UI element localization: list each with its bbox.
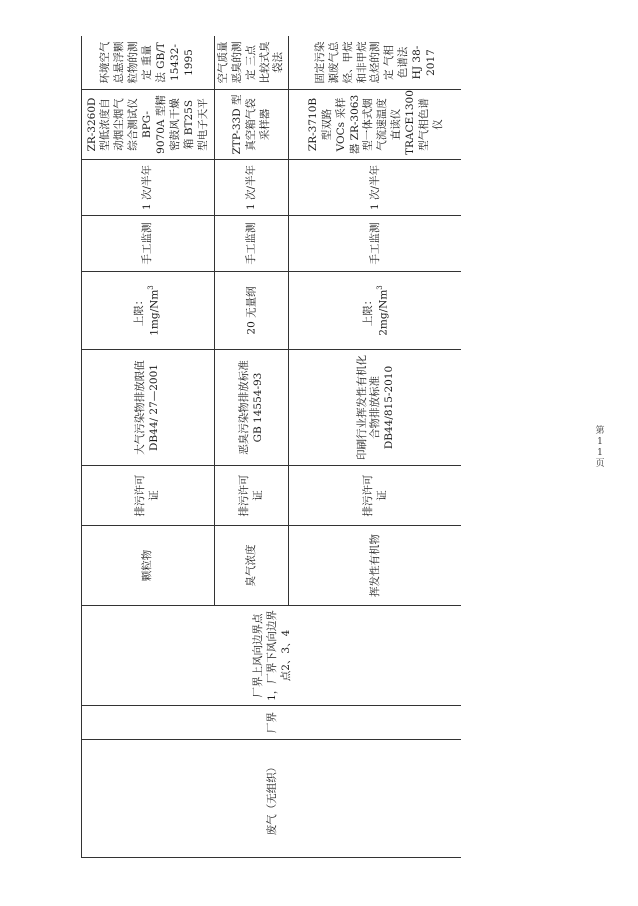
instruments-cell: ZR-3710B 型双路 VOCs 采样器 ZR-3063 型一体式烟气流速温度直读仪 TRACE1300 型气相色谱仪 bbox=[289, 90, 461, 160]
method-cell: 手工监测 bbox=[289, 216, 461, 272]
method-cell: 手工监测 bbox=[215, 216, 289, 272]
item-cell: 颗粒物 bbox=[82, 526, 215, 606]
limit-value: 2mg/Nm bbox=[377, 289, 390, 336]
standard-cell: 大气污染物排放限值 DB44/ 27—2001 bbox=[82, 350, 215, 466]
limit-superscript: 3 bbox=[375, 285, 384, 290]
basis-cell: 排污许可证 bbox=[82, 466, 215, 526]
item-cell: 臭气浓度 bbox=[215, 526, 289, 606]
method-cell: 手工监测 bbox=[82, 216, 215, 272]
limit-cell bbox=[215, 272, 289, 350]
limit-prefix: 上限： bbox=[361, 294, 374, 327]
rotated-table-container bbox=[81, 36, 461, 858]
standard-cell: 恶臭污染物排放标准 GB 14554-93 bbox=[215, 350, 289, 466]
table-row bbox=[82, 36, 215, 858]
limit-prefix: 上限： bbox=[133, 294, 146, 327]
frequency-cell: 1 次/半年 bbox=[289, 160, 461, 216]
analysis-cell: 空气质量 恶臭的测定 三点比较式臭袋法 bbox=[215, 36, 289, 90]
standard-cell: 印刷行业挥发性有机化合物排放标准 DB44/815-2010 bbox=[289, 350, 461, 466]
table-frame bbox=[81, 36, 461, 858]
instruments-cell: ZTP-33D 型真空箱气袋采样器 bbox=[215, 90, 289, 160]
limit-cell bbox=[82, 272, 215, 350]
position-cell: 厂界 bbox=[82, 706, 462, 740]
page-number: 第 1 1 页 bbox=[595, 426, 605, 469]
limit-cell bbox=[289, 272, 461, 350]
limit-value: 20 无量纲 bbox=[245, 286, 258, 335]
frequency-cell: 1 次/半年 bbox=[215, 160, 289, 216]
basis-cell: 排污许可证 bbox=[289, 466, 461, 526]
category-cell: 废气（无组织） bbox=[82, 740, 462, 858]
instruments-cell: ZR-3260D 型低浓度自动烟尘烟气综合测试仪 BPG-9070A 型精密鼓风干燥箱 BT25S 型电子天平 bbox=[82, 90, 215, 160]
page-footer bbox=[594, 426, 606, 470]
limit-value: 1mg/Nm bbox=[148, 289, 161, 336]
frequency-cell: 1 次/半年 bbox=[82, 160, 215, 216]
points-cell: 厂界上风向边界点1，厂界下风向边界点2、3、4 bbox=[82, 606, 462, 706]
limit-superscript: 3 bbox=[147, 285, 156, 290]
basis-cell: 排污许可证 bbox=[215, 466, 289, 526]
monitoring-table bbox=[81, 36, 461, 858]
analysis-cell: 环境空气 总悬浮颗粒物的测定 重量法 GB/T 15432-1995 bbox=[82, 36, 215, 90]
analysis-cell: 固定污染源废气总烃、甲烷和非甲烷总烃的测定 气相色谱法 HJ 38-2017 bbox=[289, 36, 461, 90]
item-cell: 挥发性有机物 bbox=[289, 526, 461, 606]
